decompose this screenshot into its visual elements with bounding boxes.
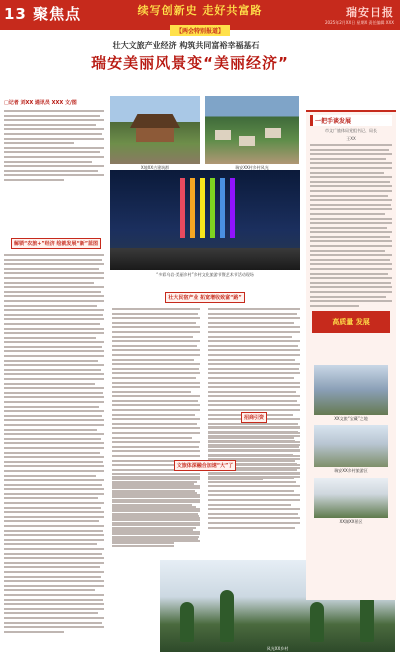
masthead-center bbox=[120, 2, 280, 37]
text-line bbox=[112, 485, 200, 487]
text-line bbox=[4, 438, 101, 440]
text-line bbox=[4, 608, 104, 610]
section-head-1 bbox=[6, 238, 106, 249]
stage-ribbon bbox=[210, 178, 215, 238]
text-line bbox=[4, 419, 104, 421]
text-line bbox=[112, 481, 197, 483]
text-line bbox=[4, 318, 104, 320]
text-line bbox=[4, 442, 104, 444]
text-line bbox=[208, 426, 300, 428]
text-line bbox=[112, 400, 198, 402]
text-line bbox=[4, 631, 64, 633]
text-line bbox=[4, 392, 103, 394]
section-head-3 bbox=[208, 412, 300, 423]
text-line bbox=[4, 433, 104, 435]
text-line bbox=[310, 227, 387, 229]
text-line bbox=[4, 415, 102, 417]
photo-tree-shape bbox=[220, 590, 234, 642]
text-line bbox=[4, 520, 99, 522]
text-line bbox=[4, 272, 104, 274]
text-line bbox=[310, 296, 386, 298]
text-line bbox=[4, 259, 102, 261]
photo-house-shape bbox=[215, 130, 231, 140]
text-line bbox=[208, 359, 295, 361]
series-badge: 【两会特别报道】 bbox=[170, 25, 230, 36]
photo-tree-shape bbox=[180, 602, 194, 642]
text-line bbox=[4, 475, 96, 477]
text-line bbox=[112, 349, 200, 351]
text-line bbox=[4, 401, 104, 403]
text-line bbox=[4, 305, 97, 307]
text-line bbox=[208, 317, 300, 319]
text-line bbox=[310, 268, 392, 270]
text-line bbox=[4, 360, 98, 362]
text-line bbox=[208, 527, 295, 529]
text-line bbox=[208, 431, 298, 433]
text-line bbox=[4, 465, 104, 467]
text-line bbox=[4, 300, 104, 302]
text-line bbox=[310, 153, 392, 155]
text-line bbox=[4, 456, 104, 458]
text-line bbox=[112, 427, 200, 429]
text-line bbox=[4, 553, 102, 555]
text-line bbox=[208, 472, 300, 474]
text-line bbox=[112, 450, 200, 452]
text-line bbox=[310, 218, 392, 220]
text-line bbox=[4, 488, 104, 490]
text-line bbox=[310, 162, 392, 164]
text-line bbox=[112, 359, 194, 361]
text-line bbox=[4, 156, 104, 158]
text-line bbox=[208, 345, 298, 347]
text-line bbox=[112, 476, 200, 478]
text-line bbox=[310, 250, 385, 252]
text-line bbox=[208, 449, 300, 451]
newspaper-logo: 瑞安日报 bbox=[346, 6, 394, 19]
text-line bbox=[4, 323, 100, 325]
text-line bbox=[4, 133, 102, 135]
text-line bbox=[208, 372, 300, 374]
text-line bbox=[4, 594, 104, 596]
text-line bbox=[208, 386, 300, 388]
text-line bbox=[208, 476, 300, 478]
text-line bbox=[112, 446, 199, 448]
text-line bbox=[4, 622, 102, 624]
text-line bbox=[4, 286, 104, 288]
text-line bbox=[4, 174, 104, 176]
text-line bbox=[208, 508, 300, 510]
text-line bbox=[310, 273, 388, 275]
text-line bbox=[4, 115, 100, 117]
sidebar-photo-1 bbox=[314, 365, 388, 415]
text-line bbox=[112, 377, 196, 379]
text-line bbox=[112, 414, 195, 416]
photo-roof-shape bbox=[130, 114, 180, 128]
text-line bbox=[4, 571, 104, 573]
sidebar-photo-2 bbox=[314, 425, 388, 467]
sidebar-title: 一把手谈发展 bbox=[310, 115, 392, 126]
text-line bbox=[4, 429, 97, 431]
text-line bbox=[4, 410, 104, 412]
photo-house-shape bbox=[239, 136, 255, 146]
text-line bbox=[4, 277, 104, 279]
text-line bbox=[208, 363, 300, 365]
text-line bbox=[310, 245, 392, 247]
text-line bbox=[4, 268, 99, 270]
masthead bbox=[0, 0, 400, 35]
text-line bbox=[208, 409, 300, 411]
text-line bbox=[4, 350, 104, 352]
text-line bbox=[4, 530, 103, 532]
text-line bbox=[4, 406, 99, 408]
text-line bbox=[4, 314, 103, 316]
text-line bbox=[310, 263, 392, 265]
text-line bbox=[112, 423, 197, 425]
text-line bbox=[4, 332, 104, 334]
stage-ribbon bbox=[190, 178, 195, 238]
text-line bbox=[310, 167, 392, 169]
text-line bbox=[208, 313, 297, 315]
text-line bbox=[310, 286, 392, 288]
text-line bbox=[112, 418, 200, 420]
text-line bbox=[112, 363, 200, 365]
text-line bbox=[4, 387, 104, 389]
text-line bbox=[112, 522, 200, 524]
text-line bbox=[4, 254, 104, 256]
text-line bbox=[4, 383, 95, 385]
text-line bbox=[4, 369, 101, 371]
text-line bbox=[310, 240, 392, 242]
text-line bbox=[4, 525, 104, 527]
text-line bbox=[112, 409, 200, 411]
text-line bbox=[4, 534, 104, 536]
text-line bbox=[112, 540, 200, 542]
text-line bbox=[310, 254, 392, 256]
text-line bbox=[4, 396, 104, 398]
text-line bbox=[310, 158, 386, 160]
photo-caption: 风光XX乡村 bbox=[266, 646, 289, 651]
text-line bbox=[112, 368, 199, 370]
sidebar-role: 市文广旅体局党组书记、局长 bbox=[325, 128, 377, 133]
text-line bbox=[208, 517, 300, 519]
text-line bbox=[310, 195, 388, 197]
text-line bbox=[310, 149, 389, 151]
section-1-text bbox=[4, 254, 104, 635]
text-line bbox=[112, 372, 200, 374]
text-line bbox=[310, 213, 385, 215]
text-line bbox=[208, 490, 294, 492]
ancient-building-photo bbox=[110, 96, 200, 164]
text-line bbox=[310, 305, 359, 307]
masthead-slogan: 续写创新史 走好共富路 bbox=[137, 4, 263, 17]
text-line bbox=[208, 336, 292, 338]
text-line bbox=[112, 313, 198, 315]
text-line bbox=[208, 340, 300, 342]
text-line bbox=[208, 513, 298, 515]
lead-column bbox=[4, 100, 104, 184]
text-line bbox=[4, 511, 104, 513]
text-line bbox=[4, 291, 101, 293]
text-line bbox=[112, 308, 200, 310]
photo-tree-shape bbox=[310, 602, 324, 642]
text-line bbox=[4, 161, 92, 163]
text-line bbox=[310, 208, 392, 210]
stage-ribbon bbox=[220, 178, 225, 238]
text-line bbox=[112, 391, 191, 393]
text-line bbox=[208, 504, 291, 506]
stage-ribbon bbox=[200, 178, 205, 238]
text-line bbox=[4, 341, 104, 343]
photo-caption: X地XX古建筑群 bbox=[140, 165, 170, 170]
text-line bbox=[4, 507, 101, 509]
text-line bbox=[310, 185, 392, 187]
photo-caption: “多彩乌岩·美丽乡村”乡村文化旅游节暨艺术节活动现场 bbox=[156, 272, 254, 277]
text-line bbox=[4, 378, 104, 380]
text-line bbox=[112, 527, 196, 529]
text-line bbox=[4, 328, 104, 330]
text-line bbox=[310, 176, 392, 178]
text-line bbox=[4, 539, 104, 541]
text-line bbox=[4, 355, 104, 357]
text-line bbox=[310, 144, 392, 146]
photo-house-shape bbox=[265, 128, 281, 138]
village-photo bbox=[205, 96, 299, 164]
text-line bbox=[112, 504, 192, 506]
text-line bbox=[4, 589, 95, 591]
text-line bbox=[4, 566, 100, 568]
text-line bbox=[112, 322, 196, 324]
section-title: 解锁“农旅+”经济 绘就发展“新”蓝图 bbox=[11, 238, 101, 249]
text-line bbox=[208, 400, 297, 402]
text-line bbox=[4, 502, 104, 504]
photo-tree-shape bbox=[360, 594, 374, 642]
text-line bbox=[112, 441, 200, 443]
text-line bbox=[310, 172, 384, 174]
text-line bbox=[112, 517, 200, 519]
stage-ribbon bbox=[180, 178, 185, 238]
text-line bbox=[112, 382, 200, 384]
article-headline: 瑞安美丽风景变“美丽经济” bbox=[91, 54, 289, 72]
text-line bbox=[4, 576, 101, 578]
stage-crowd bbox=[110, 248, 300, 270]
text-line bbox=[4, 309, 104, 311]
text-line bbox=[310, 199, 392, 201]
text-line bbox=[4, 461, 103, 463]
section-head-4 bbox=[110, 460, 300, 471]
text-line bbox=[4, 128, 104, 130]
text-line bbox=[4, 612, 98, 614]
text-line bbox=[208, 322, 294, 324]
text-line bbox=[208, 454, 293, 456]
text-line bbox=[208, 522, 300, 524]
text-line bbox=[112, 331, 200, 333]
text-line bbox=[208, 391, 296, 393]
text-line bbox=[4, 179, 64, 181]
text-line bbox=[4, 497, 98, 499]
text-line bbox=[208, 377, 294, 379]
text-line bbox=[310, 291, 392, 293]
section-3-text bbox=[208, 426, 300, 481]
text-line bbox=[208, 435, 300, 437]
text-line bbox=[310, 181, 390, 183]
section-4-text-col2 bbox=[208, 476, 300, 531]
page-label: 13 聚焦点 bbox=[4, 5, 82, 23]
text-line bbox=[208, 485, 300, 487]
sidebar-photo-caption: XX湖XX景区 bbox=[339, 519, 363, 524]
quote-callout: 高质量 发展 bbox=[312, 311, 390, 333]
stage-ribbon bbox=[230, 178, 235, 238]
text-line bbox=[4, 447, 104, 449]
text-line bbox=[112, 513, 198, 515]
text-line bbox=[310, 300, 392, 302]
text-line bbox=[310, 231, 392, 233]
text-line bbox=[310, 282, 391, 284]
text-line bbox=[208, 499, 300, 501]
text-line bbox=[208, 404, 300, 406]
text-line bbox=[4, 452, 100, 454]
text-line bbox=[310, 222, 392, 224]
text-line bbox=[4, 580, 104, 582]
text-line bbox=[4, 548, 104, 550]
interview-sidebar bbox=[306, 110, 396, 600]
section-4-text-col1 bbox=[112, 476, 200, 550]
text-line bbox=[4, 617, 104, 619]
text-line bbox=[4, 165, 104, 167]
text-line bbox=[4, 151, 100, 153]
sidebar-photo-caption: XX文旅“宝藏”之地 bbox=[334, 416, 368, 421]
festival-stage-photo bbox=[110, 170, 300, 270]
text-line bbox=[112, 536, 199, 538]
text-line bbox=[112, 499, 200, 501]
text-line bbox=[208, 481, 296, 483]
text-line bbox=[4, 424, 104, 426]
text-line bbox=[112, 336, 193, 338]
text-line bbox=[4, 364, 104, 366]
text-line bbox=[112, 531, 200, 533]
text-line bbox=[4, 119, 104, 121]
text-line bbox=[310, 190, 392, 192]
text-line bbox=[208, 494, 300, 496]
text-line bbox=[4, 484, 102, 486]
text-line bbox=[112, 455, 200, 457]
text-line bbox=[4, 479, 104, 481]
text-line bbox=[208, 326, 300, 328]
text-line bbox=[4, 603, 104, 605]
text-line bbox=[4, 493, 104, 495]
sidebar-photo-caption: 瑞安XX乡村旅游区 bbox=[334, 468, 368, 473]
text-line bbox=[310, 236, 390, 238]
text-line bbox=[310, 204, 391, 206]
text-line bbox=[4, 346, 102, 348]
section-head-2 bbox=[110, 292, 300, 303]
text-line bbox=[112, 326, 200, 328]
text-line bbox=[4, 124, 96, 126]
text-line bbox=[4, 373, 104, 375]
section-title: 文旅体深融合加速“大”了 bbox=[174, 460, 237, 471]
article-byline: □记者 刘XX 通讯员 XXX 文/图 bbox=[4, 100, 77, 106]
sidebar-text bbox=[306, 144, 396, 307]
text-line bbox=[4, 138, 104, 140]
text-line bbox=[4, 110, 104, 112]
text-line bbox=[310, 277, 392, 279]
photo-caption: 瑞安XX村乡村风光 bbox=[235, 165, 269, 170]
text-line bbox=[4, 170, 98, 172]
text-line bbox=[208, 354, 300, 356]
text-line bbox=[4, 470, 104, 472]
text-line bbox=[112, 437, 192, 439]
text-line bbox=[208, 308, 300, 310]
text-line bbox=[112, 386, 200, 388]
text-line bbox=[208, 395, 300, 397]
text-line bbox=[4, 516, 104, 518]
lead-paragraph bbox=[4, 110, 104, 181]
text-line bbox=[4, 263, 104, 265]
text-line bbox=[4, 337, 96, 339]
text-line bbox=[4, 562, 104, 564]
sidebar-photo-3 bbox=[314, 478, 388, 518]
section-title: 壮大民宿产业 拓宽增收致富“路” bbox=[165, 292, 244, 303]
text-line bbox=[112, 340, 200, 342]
text-line bbox=[208, 349, 300, 351]
text-line bbox=[112, 404, 200, 406]
text-line bbox=[4, 543, 97, 545]
text-line bbox=[4, 295, 104, 297]
text-line bbox=[4, 585, 104, 587]
text-line bbox=[208, 423, 298, 425]
text-line bbox=[4, 282, 94, 284]
text-line bbox=[112, 317, 200, 319]
text-line bbox=[208, 368, 299, 370]
text-line bbox=[208, 382, 300, 384]
date-line: 2025年2月XX日 星期X 责任编辑 XXX bbox=[325, 20, 394, 25]
text-line bbox=[4, 626, 104, 628]
text-line bbox=[112, 508, 200, 510]
text-line bbox=[4, 147, 104, 149]
text-line bbox=[112, 432, 200, 434]
text-line bbox=[112, 490, 195, 492]
text-line bbox=[112, 395, 200, 397]
sidebar-name: 王XX bbox=[346, 136, 356, 141]
text-line bbox=[112, 545, 174, 547]
text-line bbox=[310, 259, 390, 261]
text-line bbox=[4, 599, 103, 601]
text-line bbox=[112, 345, 197, 347]
text-line bbox=[208, 440, 295, 442]
text-line bbox=[112, 354, 200, 356]
text-line bbox=[4, 142, 74, 144]
text-line bbox=[208, 444, 300, 446]
text-line bbox=[112, 494, 200, 496]
section-title: 招商引资 bbox=[241, 412, 267, 423]
photo-hall-shape bbox=[136, 128, 174, 142]
text-line bbox=[208, 331, 300, 333]
text-line bbox=[4, 557, 104, 559]
article-subhead: 壮大文旅产业经济 构筑共同富裕幸福基石 bbox=[112, 41, 260, 50]
